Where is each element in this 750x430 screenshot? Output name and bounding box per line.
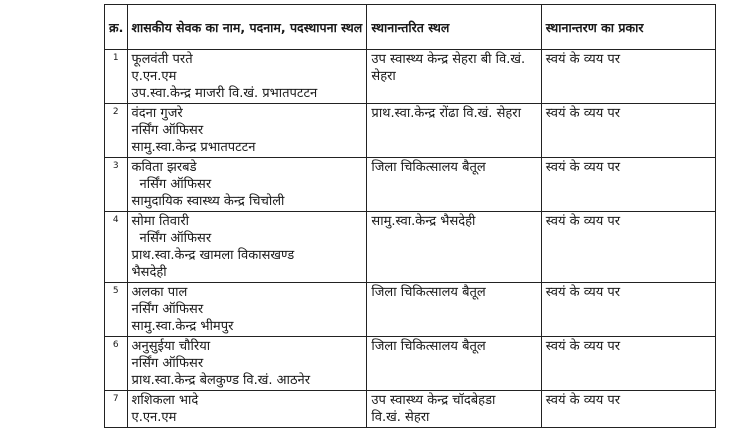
header-transfer-type: स्थानान्तरण का प्रकार <box>541 5 715 50</box>
transfer-place: वि.खं. सेहरा <box>371 410 430 425</box>
employee-name: अलका पाल <box>131 285 188 300</box>
transfer-place-cell <box>367 158 541 212</box>
employee-name: फूलवंती परते <box>131 52 193 67</box>
employee-post: ए.एन.एम <box>131 410 177 425</box>
transfer-place-cell <box>367 50 541 104</box>
posting-place: भैसदेही <box>131 265 167 280</box>
transfer-place: सामु.स्वा.केन्द्र भैसदेही <box>371 214 476 229</box>
header-name: शासकीय सेवक का नाम, पदनाम, पदस्थापना स्थल <box>127 5 367 50</box>
employee-cell <box>127 104 367 158</box>
employee-name: कविता झरबडे <box>131 160 197 175</box>
posting-place: सामु.स्वा.केन्द्र भीमपुर <box>131 319 234 334</box>
transfer-type: स्वयं के व्यय पर <box>541 104 715 158</box>
transfer-place: प्राथ.स्वा.केन्द्र रोंढा वि.खं. सेहरा <box>371 106 521 121</box>
transfer-place: जिला चिकित्सालय बैतूल <box>371 339 486 354</box>
posting-place: उप.स्वा.केन्द्र माजरी वि.खं. प्रभातपटटन <box>131 86 318 101</box>
table-row <box>105 104 716 158</box>
employee-post: नर्सिंग ऑफिसर <box>139 177 212 192</box>
employee-cell <box>127 283 367 337</box>
table-header-row <box>105 5 716 50</box>
transfer-place-cell <box>367 283 541 337</box>
employee-cell <box>127 337 367 391</box>
row-sn: 4 <box>105 212 128 283</box>
table-row <box>105 158 716 212</box>
employee-name: सोमा तिवारी <box>131 214 190 229</box>
transfer-type: स्वयं के व्यय पर <box>541 283 715 337</box>
employee-post: नर्सिंग ऑफिसर <box>131 302 204 317</box>
table-row <box>105 391 716 428</box>
transfer-type: स्वयं के व्यय पर <box>541 391 715 428</box>
employee-post: नर्सिंग ऑफिसर <box>131 123 204 138</box>
employee-name: वंदना गुजरे <box>131 106 183 121</box>
transfer-type: स्वयं के व्यय पर <box>541 212 715 283</box>
posting-place: प्राथ.स्वा.केन्द्र खामला विकासखण्ड <box>131 248 295 263</box>
transfer-table <box>104 4 716 428</box>
employee-cell <box>127 50 367 104</box>
transfer-type: स्वयं के व्यय पर <box>541 50 715 104</box>
table-row <box>105 283 716 337</box>
header-sn: क्र. <box>105 5 128 50</box>
row-sn: 2 <box>105 104 128 158</box>
row-sn: 1 <box>105 50 128 104</box>
transfer-type: स्वयं के व्यय पर <box>541 337 715 391</box>
row-sn: 6 <box>105 337 128 391</box>
table-row <box>105 212 716 283</box>
header-transfer-place: स्थानान्तरित स्थल <box>367 5 541 50</box>
row-sn: 7 <box>105 391 128 428</box>
table-row <box>105 50 716 104</box>
employee-post: नर्सिंग ऑफिसर <box>131 356 204 371</box>
transfer-place: उप स्वास्थ्य केन्द्र चॉदबेहडा <box>371 393 496 408</box>
employee-cell <box>127 212 367 283</box>
transfer-place-cell <box>367 337 541 391</box>
transfer-place: सेहरा <box>371 69 396 84</box>
row-sn: 5 <box>105 283 128 337</box>
transfer-place-cell <box>367 104 541 158</box>
posting-place: प्राथ.स्वा.केन्द्र बेलकुण्ड वि.खं. आठनेर <box>131 373 311 388</box>
employee-post: ए.एन.एम <box>131 69 177 84</box>
employee-cell <box>127 391 367 428</box>
transfer-place-cell <box>367 391 541 428</box>
row-sn: 3 <box>105 158 128 212</box>
employee-name: अनुसुईया चौरिया <box>131 339 211 354</box>
posting-place: सामु.स्वा.केन्द्र प्रभातपटटन <box>131 140 256 155</box>
posting-place: सामुदायिक स्वास्थ्य केन्द्र चिचोली <box>131 194 285 209</box>
employee-post: नर्सिंग ऑफिसर <box>139 231 212 246</box>
employee-name: शशिकला भादे <box>131 393 199 408</box>
transfer-place: जिला चिकित्सालय बैतूल <box>371 160 486 175</box>
employee-cell <box>127 158 367 212</box>
table-row <box>105 337 716 391</box>
transfer-place: उप स्वास्थ्य केन्द्र सेहरा बी वि.खं. <box>371 52 526 67</box>
transfer-type: स्वयं के व्यय पर <box>541 158 715 212</box>
transfer-place: जिला चिकित्सालय बैतूल <box>371 285 486 300</box>
transfer-place-cell <box>367 212 541 283</box>
